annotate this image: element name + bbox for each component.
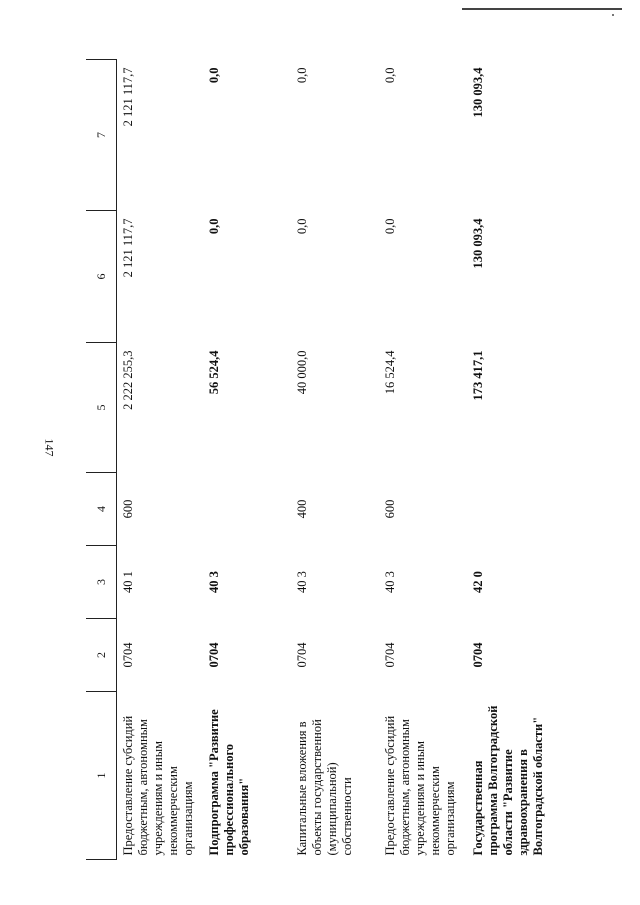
amount-col7: 2 121 117,7 <box>121 67 135 127</box>
expense-type-code <box>203 473 291 546</box>
program-code: 40 3 <box>383 571 397 593</box>
row-label: Капитальные вложения в объекты государственной (муниципальной) собственности <box>295 719 354 856</box>
scan-edge-line <box>462 8 622 10</box>
header-cell: 2 <box>86 619 117 692</box>
amount-col6: 130 093,4 <box>471 218 485 269</box>
amount-col7: 0,0 <box>383 67 397 84</box>
program-code: 40 3 <box>207 571 221 593</box>
budget-table <box>86 59 571 860</box>
row-label: Предоставление субсидий бюджетным, автономным учреждениям и иным некоммерческим организациям <box>383 715 457 856</box>
table-row <box>379 60 467 860</box>
amount-col6: 2 121 117,7 <box>121 218 135 278</box>
header-cell: 5 <box>86 343 117 473</box>
expense-type-code <box>467 473 571 546</box>
header-cell: 1 <box>86 692 117 860</box>
amount-col7: 0,0 <box>207 67 221 84</box>
amount-col7: 130 093,4 <box>471 67 485 118</box>
page-number: 147 <box>42 438 57 457</box>
section-code: 0704 <box>383 642 397 668</box>
section-code: 0704 <box>471 642 485 668</box>
header-cell: 6 <box>86 211 117 343</box>
section-code: 0704 <box>295 642 309 668</box>
section-code: 0704 <box>207 642 221 668</box>
row-label: Предоставление субсидий бюджетным, автономным учреждениям и иным некоммерческим организациям <box>121 715 195 856</box>
scan-speck <box>612 14 614 16</box>
amount-col5: 56 524,4 <box>207 350 221 395</box>
row-label: Подпрограмма "Развитие профессионального образования" <box>207 709 251 856</box>
amount-col5: 2 222 255,3 <box>121 350 135 410</box>
program-code: 40 1 <box>121 571 135 593</box>
expense-type-code: 600 <box>383 499 397 519</box>
amount-col7: 0,0 <box>295 67 309 84</box>
program-code: 40 3 <box>295 571 309 593</box>
table-row <box>467 60 571 860</box>
table-row <box>203 60 291 860</box>
expense-type-code: 600 <box>121 499 135 519</box>
header-cell: 7 <box>86 60 117 211</box>
section-code: 0704 <box>121 642 135 668</box>
rotated-page <box>86 60 631 860</box>
row-label: Государственная программа Волгоградской области "Развитие здравоохранения в Волгоградской области" <box>471 705 545 856</box>
amount-col5: 173 417,1 <box>471 350 485 401</box>
program-code: 42 0 <box>471 571 485 593</box>
amount-col6: 0,0 <box>295 218 309 235</box>
header-cell: 3 <box>86 546 117 619</box>
amount-col6: 0,0 <box>207 218 221 235</box>
header-row <box>86 60 117 860</box>
amount-col6: 0,0 <box>383 218 397 235</box>
amount-col5: 40 000,0 <box>295 350 309 395</box>
header-cell: 4 <box>86 473 117 546</box>
table-row <box>117 60 204 860</box>
expense-type-code: 400 <box>295 499 309 519</box>
table-row <box>291 60 379 860</box>
amount-col5: 16 524,4 <box>383 350 397 395</box>
